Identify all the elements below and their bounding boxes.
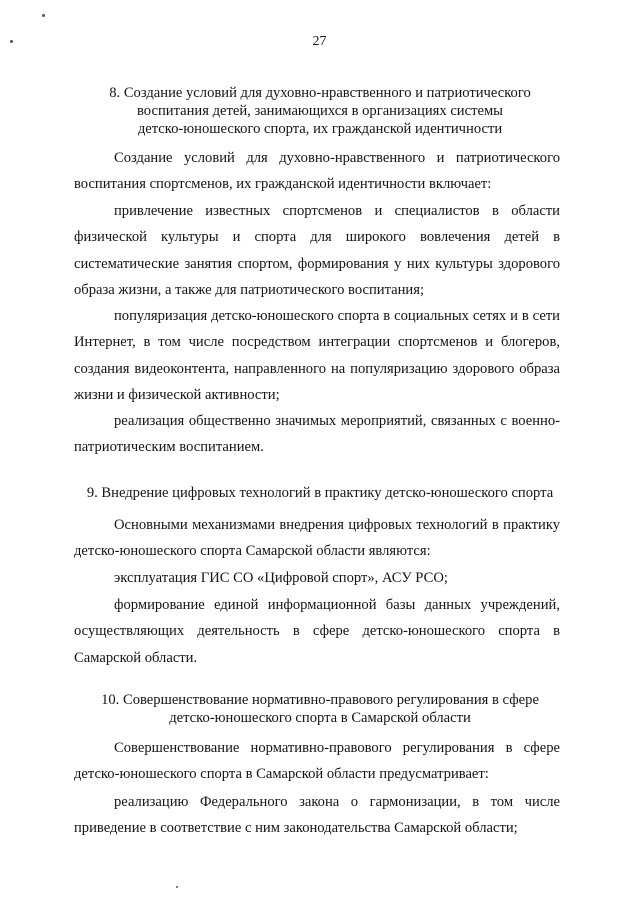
heading-line: воспитания детей, занимающихся в организациях системы — [137, 103, 503, 119]
section-10-heading — [80, 691, 560, 727]
paragraph: привлечение известных спортсменов и специалистов в области физической культуры и спорта для широкого вовлечения детей в систематические занятия спортом, формирования у них культуры здорового образа жизни, а также для патриотического воспитания; — [74, 203, 560, 298]
section-9-heading — [60, 484, 580, 502]
heading-line: детско-юношеского спорта в Самарской области — [169, 710, 471, 726]
section-8-heading — [80, 84, 560, 138]
heading-line: 8. Создание условий для духовно-нравственного и патриотического — [109, 85, 531, 101]
paragraph: Совершенствование нормативно-правового регулирования в сфере детско-юношеского спорта в Самарской области предусматривает: — [74, 740, 560, 783]
paragraph: формирование единой информационной базы данных учреждений, осуществляющих деятельность в сфере детско-юношеского спорта в Самарской области. — [74, 597, 560, 666]
paragraph: эксплуатация ГИС СО «Цифровой спорт», АСУ РСО; — [114, 570, 448, 586]
scan-speck — [42, 14, 45, 17]
paragraph: реализацию Федерального закона о гармонизации, в том числе приведение в соответствие с ним законодательства Самарской области; — [74, 794, 560, 837]
paragraph: реализация общественно значимых мероприятий, связанных с военно-патриотическим воспитанием. — [74, 413, 560, 456]
heading-line: 10. Совершенствование нормативно-правового регулирования в сфере — [101, 692, 539, 708]
heading-line: детско-юношеского спорта, их гражданской идентичности — [137, 121, 503, 137]
scan-speck — [176, 886, 178, 888]
page-number: 27 — [312, 34, 327, 49]
paragraph: Основными механизмами внедрения цифровых технологий в практику детско-юношеского спорта Самарской области являются: — [74, 517, 560, 560]
heading-line: 9. Внедрение цифровых технологий в практику детско-юношеского спорта — [86, 485, 554, 501]
paragraph: Создание условий для духовно-нравственного и патриотического воспитания спортсменов, их гражданской идентичности включает: — [74, 150, 560, 193]
paragraph: популяризация детско-юношеского спорта в социальных сетях и в сети Интернет, в том числе посредством интеграции спортсменов и блогеров, создания видеоконтента, направленного на популяризацию здорового образа жизни и физической активности; — [74, 308, 560, 403]
